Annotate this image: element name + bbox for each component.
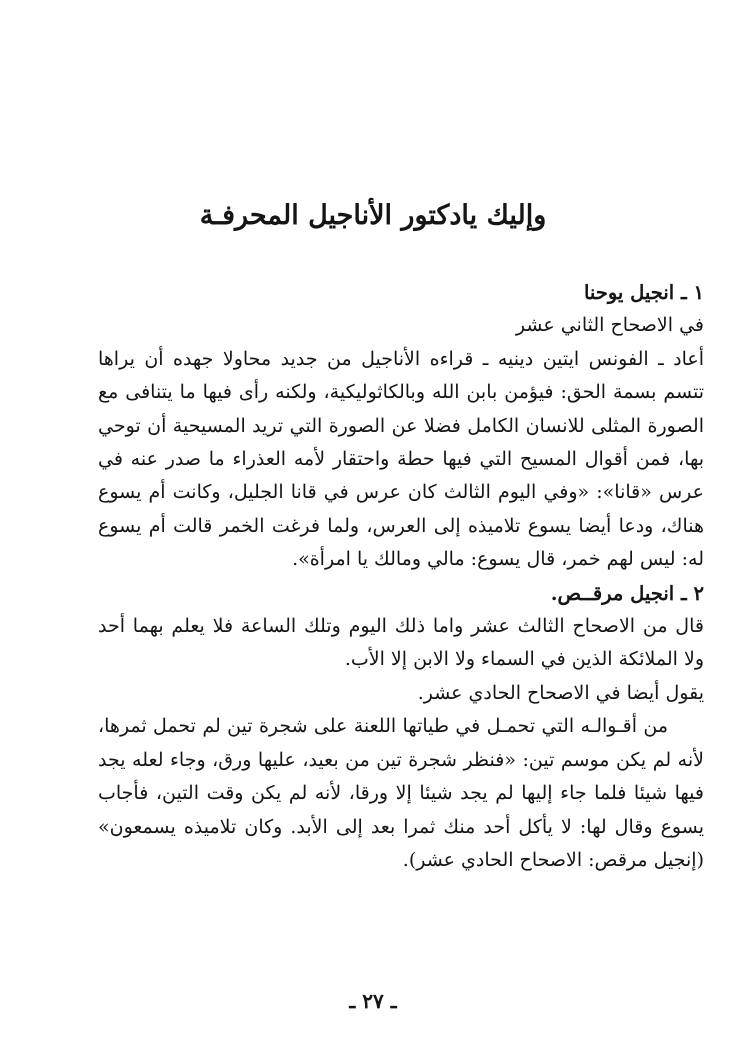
main-text <box>98 276 704 877</box>
page-number: ـ ٢٧ ـ <box>349 989 397 1013</box>
section-heading-mark: ٢ ـ انجيل مرقــص. <box>550 581 704 605</box>
paragraph-mark-2: يقول أيضا في الاصحاح الحادي عشر. <box>417 681 704 704</box>
section-heading-john: ١ ـ انجيل يوحنا <box>583 281 704 304</box>
section-subheading-john: في الاصحاح الثاني عشر <box>515 314 704 337</box>
paragraph-john: أعاد ـ الفونس ايتين دينيه ـ قراءه الأناجيل من جديد محاولا جهده أن يراها تتسم بسمة الحق: فيؤمن بابن الله وبالكاثوليكية، ولكنه رأى فيها ما يتنافى مع الصورة المثلى للانسان الكامل فضلا عن الصورة التي تريد المسيحية أن توحي بها، فمن أقوال المسيح التي فيها حطة واحتقار لأمه العذراء ما صدر عنه في عرس «قانا»: «وفي اليوم الثالث كان عرس في قانا الجليل، وكانت أم يسوع هناك، ودعا أيضا يسوع تلاميذه إلى العرس، ولما فرغت الخمر قالت أم يسوع له: ليس لهم خمر، قال يسوع: مالي ومالك يا امرأة». <box>98 347 704 571</box>
paragraph-mark-1: قال من الاصحاح الثالث عشر واما ذلك اليوم وتلك الساعة فلا يعلم بهما أحد ولا الملائكة الذين في السماء ولا الابن إلا الأب. <box>98 615 704 671</box>
paragraph-mark-3: من أقـوالـه التي تحمـل في طياتها اللعنة على شجرة تين لم تحمل ثمرها، لأنه لم يكن موسم تين: «فنظر شجرة تين من بعيد، عليها ورق، وجاء لعله يجد فيها شيئا فلما جاء إليها لم يجد شيئا إلا ورقا، لأنه لم يكن وقت التين، فأجاب يسوع وقال لها: لا يأكل أحد منك ثمرا بعد إلى الأبد. وكان تلاميذه يسمعون» (إنجيل مرقص: الاصحاح الحادي عشر). <box>98 715 704 871</box>
page-title: وإليك يادكتور الأناجيل المحرفـة <box>199 200 547 231</box>
